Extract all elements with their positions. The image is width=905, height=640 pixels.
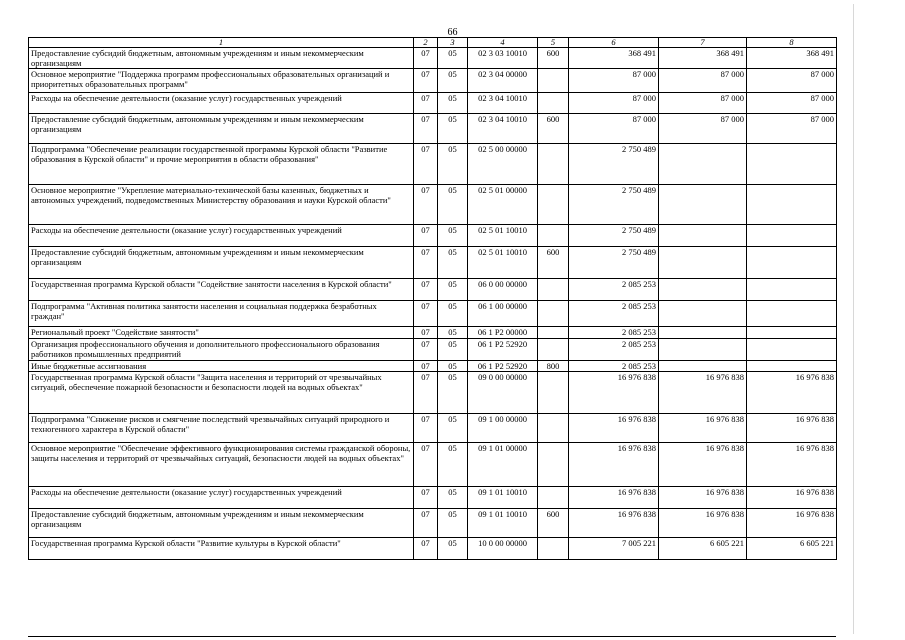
row-vr-cell: 600 xyxy=(538,247,569,279)
row-year1-cell: 87 000 xyxy=(569,69,659,93)
row-year3-cell: 87 000 xyxy=(747,114,837,144)
header-cell-name: 1 xyxy=(29,38,414,48)
row-pr-cell: 05 xyxy=(438,538,468,560)
row-csr-cell: 06 1 P2 52920 xyxy=(468,361,538,372)
row-year2-cell: 87 000 xyxy=(659,93,747,114)
row-name-cell: Предоставление субсидий бюджетным, автономным учреждениям и иным некоммерческим организациям xyxy=(29,509,414,538)
row-year3-cell xyxy=(747,279,837,301)
row-pr-cell: 05 xyxy=(438,361,468,372)
row-vr-cell xyxy=(538,372,569,414)
table-row xyxy=(29,114,837,144)
row-year3-cell xyxy=(747,247,837,279)
table-row xyxy=(29,247,837,279)
row-rz-cell: 07 xyxy=(414,538,438,560)
row-year3-cell: 16 976 838 xyxy=(747,414,837,443)
row-pr-cell: 05 xyxy=(438,443,468,487)
table-row xyxy=(29,301,837,327)
row-year1-cell: 2 085 253 xyxy=(569,327,659,339)
row-year2-cell xyxy=(659,279,747,301)
row-year3-cell xyxy=(747,185,837,225)
row-rz-cell: 07 xyxy=(414,93,438,114)
table-row xyxy=(29,144,837,185)
row-vr-cell xyxy=(538,185,569,225)
row-year2-cell: 87 000 xyxy=(659,114,747,144)
row-year3-cell: 87 000 xyxy=(747,93,837,114)
row-name-cell: Подпрограмма "Обеспечение реализации государственной программы Курской области "Развитие образования в Курской области" и прочие мероприятия в области образования" xyxy=(29,144,414,185)
row-rz-cell: 07 xyxy=(414,372,438,414)
row-year1-cell: 2 750 489 xyxy=(569,144,659,185)
row-rz-cell: 07 xyxy=(414,279,438,301)
row-year2-cell xyxy=(659,185,747,225)
table-row xyxy=(29,443,837,487)
row-year2-cell: 16 976 838 xyxy=(659,414,747,443)
table-row xyxy=(29,509,837,538)
row-csr-cell: 02 5 01 10010 xyxy=(468,247,538,279)
header-cell-csr: 4 xyxy=(468,38,538,48)
row-year1-cell: 2 750 489 xyxy=(569,225,659,247)
row-year2-cell xyxy=(659,301,747,327)
row-rz-cell: 07 xyxy=(414,414,438,443)
row-year2-cell: 87 000 xyxy=(659,69,747,93)
row-year3-cell xyxy=(747,339,837,361)
row-year3-cell: 368 491 xyxy=(747,48,837,69)
table-row xyxy=(29,327,837,339)
row-name-cell: Государственная программа Курской области "Защита населения и территорий от чрезвычайных ситуаций, обеспечение пожарной безопасности и безопасности людей на водных объектах" xyxy=(29,372,414,414)
row-rz-cell: 07 xyxy=(414,509,438,538)
row-csr-cell: 02 5 01 00000 xyxy=(468,185,538,225)
row-csr-cell: 02 3 04 10010 xyxy=(468,114,538,144)
row-year2-cell: 16 976 838 xyxy=(659,509,747,538)
row-pr-cell: 05 xyxy=(438,487,468,509)
row-rz-cell: 07 xyxy=(414,69,438,93)
header-cell-year2: 7 xyxy=(659,38,747,48)
table-row xyxy=(29,185,837,225)
row-csr-cell: 06 1 P2 52920 xyxy=(468,339,538,361)
row-pr-cell: 05 xyxy=(438,185,468,225)
row-csr-cell: 06 1 P2 00000 xyxy=(468,327,538,339)
row-vr-cell: 600 xyxy=(538,48,569,69)
row-year2-cell: 16 976 838 xyxy=(659,372,747,414)
row-year1-cell: 87 000 xyxy=(569,114,659,144)
row-name-cell: Государственная программа Курской области "Развитие культуры в Курской области" xyxy=(29,538,414,560)
table-row xyxy=(29,93,837,114)
table-row xyxy=(29,279,837,301)
header-cell-year3: 8 xyxy=(747,38,837,48)
row-year2-cell xyxy=(659,327,747,339)
table-row xyxy=(29,69,837,93)
row-year3-cell: 16 976 838 xyxy=(747,372,837,414)
row-rz-cell: 07 xyxy=(414,225,438,247)
row-name-cell: Иные бюджетные ассигнования xyxy=(29,361,414,372)
row-rz-cell: 07 xyxy=(414,48,438,69)
row-year3-cell xyxy=(747,361,837,372)
row-year3-cell xyxy=(747,301,837,327)
row-year1-cell: 2 085 253 xyxy=(569,361,659,372)
row-name-cell: Предоставление субсидий бюджетным, автономным учреждениям и иным некоммерческим организациям xyxy=(29,247,414,279)
row-year3-cell: 87 000 xyxy=(747,69,837,93)
row-pr-cell: 05 xyxy=(438,414,468,443)
row-csr-cell: 02 3 03 10010 xyxy=(468,48,538,69)
row-year1-cell: 16 976 838 xyxy=(569,487,659,509)
row-year2-cell xyxy=(659,144,747,185)
header-cell-rz: 2 xyxy=(414,38,438,48)
row-pr-cell: 05 xyxy=(438,301,468,327)
row-vr-cell xyxy=(538,69,569,93)
page-number: 66 xyxy=(447,27,458,38)
row-vr-cell xyxy=(538,144,569,185)
row-year1-cell: 16 976 838 xyxy=(569,443,659,487)
row-name-cell: Региональный проект "Содействие занятости" xyxy=(29,327,414,339)
budget-table xyxy=(28,37,837,560)
row-year1-cell: 16 976 838 xyxy=(569,414,659,443)
row-name-cell: Основное мероприятие "Обеспечение эффективного функционирования системы гражданской обороны, защиты населения и территорий от чрезвычайных ситуаций, безопасности людей на водных объектах" xyxy=(29,443,414,487)
row-year1-cell: 87 000 xyxy=(569,93,659,114)
row-pr-cell: 05 xyxy=(438,144,468,185)
row-year1-cell: 368 491 xyxy=(569,48,659,69)
row-pr-cell: 05 xyxy=(438,339,468,361)
row-name-cell: Расходы на обеспечение деятельности (оказание услуг) государственных учреждений xyxy=(29,225,414,247)
header-cell-year1: 6 xyxy=(569,38,659,48)
row-rz-cell: 07 xyxy=(414,114,438,144)
row-vr-cell xyxy=(538,301,569,327)
row-pr-cell: 05 xyxy=(438,48,468,69)
row-csr-cell: 09 0 00 00000 xyxy=(468,372,538,414)
row-name-cell: Основное мероприятие "Укрепление материально-технической базы казенных, бюджетных и автономных учреждений, подведомственных Министерству образования и науки Курской области" xyxy=(29,185,414,225)
row-pr-cell: 05 xyxy=(438,247,468,279)
row-year1-cell: 16 976 838 xyxy=(569,509,659,538)
row-year3-cell xyxy=(747,144,837,185)
header-cell-vr: 5 xyxy=(538,38,569,48)
row-year3-cell: 16 976 838 xyxy=(747,487,837,509)
row-vr-cell xyxy=(538,414,569,443)
row-pr-cell: 05 xyxy=(438,327,468,339)
table-row xyxy=(29,487,837,509)
row-csr-cell: 02 5 01 10010 xyxy=(468,225,538,247)
row-year1-cell: 2 085 253 xyxy=(569,301,659,327)
row-rz-cell: 07 xyxy=(414,327,438,339)
table-row xyxy=(29,414,837,443)
row-vr-cell xyxy=(538,93,569,114)
row-vr-cell xyxy=(538,487,569,509)
row-rz-cell: 07 xyxy=(414,301,438,327)
row-year1-cell: 2 085 253 xyxy=(569,279,659,301)
row-year1-cell: 2 750 489 xyxy=(569,185,659,225)
row-pr-cell: 05 xyxy=(438,509,468,538)
row-csr-cell: 09 1 01 10010 xyxy=(468,509,538,538)
row-csr-cell: 09 1 01 10010 xyxy=(468,487,538,509)
row-vr-cell xyxy=(538,443,569,487)
table-row xyxy=(29,361,837,372)
row-csr-cell: 02 5 00 00000 xyxy=(468,144,538,185)
row-vr-cell: 600 xyxy=(538,509,569,538)
row-csr-cell: 09 1 01 00000 xyxy=(468,443,538,487)
row-year2-cell: 368 491 xyxy=(659,48,747,69)
row-csr-cell: 09 1 00 00000 xyxy=(468,414,538,443)
row-year2-cell: 16 976 838 xyxy=(659,443,747,487)
row-name-cell: Подпрограмма "Активная политика занятости населения и социальная поддержка безработных граждан" xyxy=(29,301,414,327)
row-year2-cell: 16 976 838 xyxy=(659,487,747,509)
row-name-cell: Расходы на обеспечение деятельности (оказание услуг) государственных учреждений xyxy=(29,487,414,509)
row-csr-cell: 10 0 00 00000 xyxy=(468,538,538,560)
row-year2-cell xyxy=(659,339,747,361)
row-csr-cell: 02 3 04 10010 xyxy=(468,93,538,114)
table-row xyxy=(29,339,837,361)
table-bottom-border xyxy=(28,636,836,637)
row-year3-cell: 16 976 838 xyxy=(747,509,837,538)
row-pr-cell: 05 xyxy=(438,279,468,301)
row-name-cell: Основное мероприятие "Поддержка программ профессиональных образовательных организаций и приоритетных образовательных программ" xyxy=(29,69,414,93)
table-row xyxy=(29,372,837,414)
row-name-cell: Подпрограмма "Снижение рисков и смягчение последствий чрезвычайных ситуаций природного и техногенного характера в Курской области" xyxy=(29,414,414,443)
row-year2-cell xyxy=(659,247,747,279)
row-pr-cell: 05 xyxy=(438,114,468,144)
row-year2-cell: 6 605 221 xyxy=(659,538,747,560)
row-year3-cell: 6 605 221 xyxy=(747,538,837,560)
row-name-cell: Предоставление субсидий бюджетным, автономным учреждениям и иным некоммерческим организациям xyxy=(29,114,414,144)
row-year1-cell: 2 085 253 xyxy=(569,339,659,361)
row-rz-cell: 07 xyxy=(414,339,438,361)
row-name-cell: Государственная программа Курской области "Содействие занятости населения в Курской области" xyxy=(29,279,414,301)
row-pr-cell: 05 xyxy=(438,372,468,414)
row-vr-cell: 600 xyxy=(538,114,569,144)
row-year2-cell xyxy=(659,225,747,247)
row-vr-cell xyxy=(538,339,569,361)
header-row xyxy=(29,38,837,48)
row-rz-cell: 07 xyxy=(414,247,438,279)
row-rz-cell: 07 xyxy=(414,487,438,509)
header-cell-pr: 3 xyxy=(438,38,468,48)
table-row xyxy=(29,225,837,247)
row-year3-cell: 16 976 838 xyxy=(747,443,837,487)
row-name-cell: Организация профессионального обучения и дополнительного профессионального образования работников промышленных предприятий xyxy=(29,339,414,361)
row-year3-cell xyxy=(747,225,837,247)
row-year1-cell: 7 005 221 xyxy=(569,538,659,560)
row-vr-cell xyxy=(538,225,569,247)
scan-edge-line xyxy=(853,4,854,634)
row-csr-cell: 02 3 04 00000 xyxy=(468,69,538,93)
row-csr-cell: 06 0 00 00000 xyxy=(468,279,538,301)
row-pr-cell: 05 xyxy=(438,93,468,114)
row-name-cell: Расходы на обеспечение деятельности (оказание услуг) государственных учреждений xyxy=(29,93,414,114)
row-vr-cell xyxy=(538,327,569,339)
row-rz-cell: 07 xyxy=(414,361,438,372)
row-year2-cell xyxy=(659,361,747,372)
row-vr-cell xyxy=(538,279,569,301)
row-rz-cell: 07 xyxy=(414,443,438,487)
row-rz-cell: 07 xyxy=(414,185,438,225)
row-pr-cell: 05 xyxy=(438,69,468,93)
row-name-cell: Предоставление субсидий бюджетным, автономным учреждениям и иным некоммерческим организациям xyxy=(29,48,414,69)
row-vr-cell: 800 xyxy=(538,361,569,372)
row-year1-cell: 2 750 489 xyxy=(569,247,659,279)
row-year1-cell: 16 976 838 xyxy=(569,372,659,414)
row-vr-cell xyxy=(538,538,569,560)
row-csr-cell: 06 1 00 00000 xyxy=(468,301,538,327)
row-rz-cell: 07 xyxy=(414,144,438,185)
row-pr-cell: 05 xyxy=(438,225,468,247)
table-row xyxy=(29,48,837,69)
table-row xyxy=(29,538,837,560)
row-year3-cell xyxy=(747,327,837,339)
